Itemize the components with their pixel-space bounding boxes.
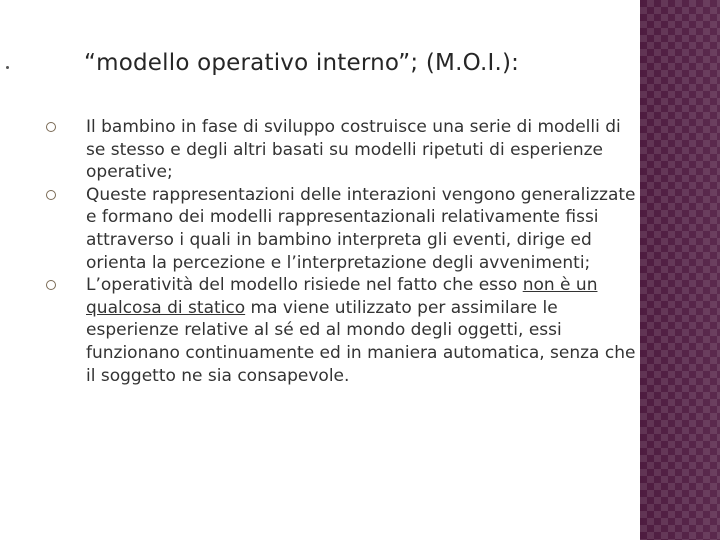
bullet-item (46, 274, 636, 387)
bullet-text-underlined: non è un qualcosa di statico (86, 275, 598, 318)
title-bullet-dot (6, 66, 9, 69)
circle-bullet-icon (46, 280, 56, 290)
bullet-text: Queste rappresentazioni delle interazioni vengono generalizzate e formano dei modelli rappresentazionali relativamente fissi attraverso i quali in bambino interpreta gli eventi, dirige ed orienta la percezione e l’interpretazione degli avvenimenti; (86, 184, 636, 273)
decorative-side-panel (640, 0, 720, 540)
bullet-item (46, 116, 636, 184)
bullet-text-end: ma viene utilizzato per assimilare le esperienze relative al sé ed al mondo degli oggetti, essi funzionano continuamente ed in maniera automatica, senza che il soggetto ne sia consapevole. (86, 297, 636, 386)
bullet-text-start: L’operatività del modello risiede nel fatto che esso (86, 275, 523, 296)
bullet-list (46, 116, 636, 387)
circle-bullet-icon (46, 190, 56, 200)
bullet-text: Il bambino in fase di sviluppo costruisce una serie di modelli di se stesso e degli altri basati su modelli ripetuti di esperienze operative; (86, 117, 621, 183)
bullet-item (46, 184, 636, 274)
circle-bullet-icon (46, 122, 56, 132)
slide-title: “modello operativo interno”; (M.O.I.): (84, 50, 520, 76)
